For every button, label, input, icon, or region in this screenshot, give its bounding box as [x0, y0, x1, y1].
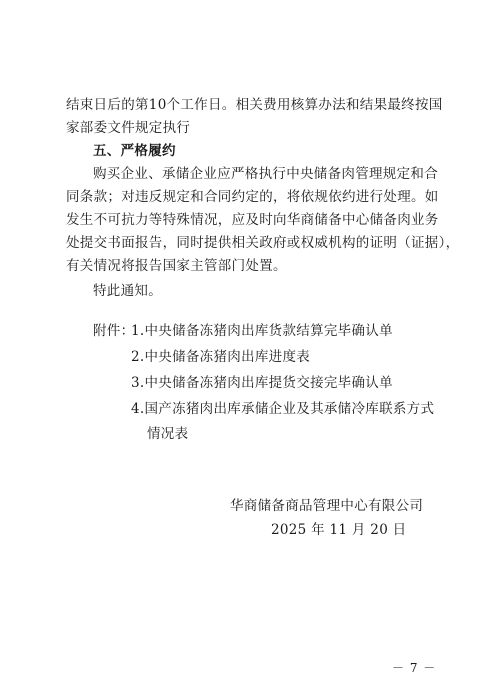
paragraph-line: 购买企业、承储企业应严格执行中央储备肉管理规定和合	[93, 166, 438, 182]
closing-text: 特此通知。	[93, 283, 162, 299]
continuation-line-2: 家部委文件规定执行	[66, 120, 191, 136]
paragraph-line: 处提交书面报告，同时提供相关政府或权威机构的证明（证据），	[66, 235, 460, 251]
paragraph-line: 同条款；对违反规定和合同约定的，将依规依约进行处理。如	[66, 189, 439, 205]
paragraph-line: 有关情况将报告国家主管部门处置。	[66, 258, 287, 274]
continuation-line-1: 结束日后的第10个工作日。相关费用核算办法和结果最终按国	[66, 97, 443, 113]
paragraph-line: 发生不可抗力等特殊情况，应及时向华商储备中心储备肉业务	[66, 212, 439, 228]
attachment-item-continuation: 情况表	[147, 426, 189, 442]
attachment-item: 3.中央储备冻猪肉出库提货交接完毕确认单	[131, 375, 393, 391]
signature-organization: 华商储备商品管理中心有限公司	[230, 498, 424, 514]
attachment-item: 2.中央储备冻猪肉出库进度表	[131, 349, 311, 365]
page-number: － 7 －	[392, 661, 437, 675]
attachments-label: 附件：	[93, 323, 135, 339]
attachment-item: 1.中央储备冻猪肉出库货款结算完毕确认单	[131, 323, 393, 339]
section-heading: 五、严格履约	[93, 143, 176, 159]
signature-date: 2025 年 11 月 20 日	[271, 522, 407, 538]
attachment-item: 4.国产冻猪肉出库承储企业及其承储冷库联系方式	[131, 401, 435, 417]
